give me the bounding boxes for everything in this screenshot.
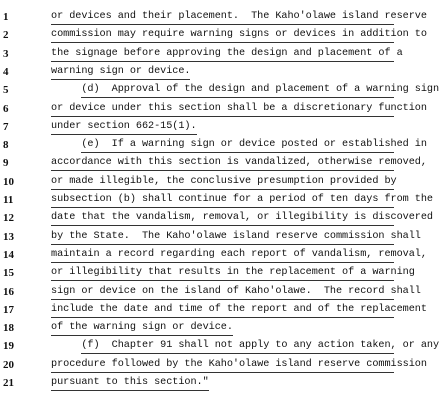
document-line xyxy=(0,248,427,266)
document-line xyxy=(0,65,400,83)
line-number: 18 xyxy=(3,322,14,335)
underline xyxy=(51,207,394,209)
line-number: 9 xyxy=(3,157,9,170)
line-text: by the State. The Kaho'olawe island reserve commission shall xyxy=(51,230,421,242)
underline xyxy=(51,335,233,337)
line-text: include the date and time of the report and of the replacement xyxy=(51,303,427,315)
underline xyxy=(51,317,394,319)
document-line xyxy=(0,376,400,394)
line-number: 16 xyxy=(3,285,14,298)
underline xyxy=(51,244,394,246)
line-text: (e) If a warning sign or device posted or established in xyxy=(51,139,427,151)
document-line xyxy=(0,175,400,193)
line-number: 10 xyxy=(3,175,14,188)
underline xyxy=(51,390,209,392)
document-line xyxy=(0,193,434,211)
line-text: or devices and their placement. The Kaho'olawe island reserve xyxy=(51,11,427,22)
underline xyxy=(51,134,197,136)
document-line xyxy=(0,303,427,321)
line-number: 14 xyxy=(3,248,14,261)
line-text: procedure followed by the Kaho'olawe island reserve commission xyxy=(51,358,427,370)
underline xyxy=(51,42,394,44)
underline xyxy=(51,189,394,191)
document-line xyxy=(0,28,427,46)
line-text: or illegibility that results in the replacement of a warning xyxy=(51,267,415,279)
line-number: 2 xyxy=(3,29,9,42)
document-line xyxy=(0,285,421,303)
line-text: commission may require warning signs or devices in addition to xyxy=(51,29,427,41)
document-line xyxy=(0,230,421,248)
document-line xyxy=(0,266,415,284)
document-line xyxy=(0,211,434,229)
line-text: or made illegible, the conclusive presumption provided by xyxy=(51,175,397,187)
document-line xyxy=(0,120,400,138)
underline xyxy=(51,225,394,227)
underline xyxy=(51,170,394,172)
underline xyxy=(51,61,394,63)
line-text: accordance with this section is vandalized, otherwise removed, xyxy=(51,157,427,169)
line-text: date that the vandalism, removal, or illegibility is discovered xyxy=(51,212,434,224)
document-line xyxy=(0,156,427,174)
line-number: 8 xyxy=(3,139,9,152)
underline xyxy=(81,97,394,99)
document-line xyxy=(0,10,427,28)
line-text: (d) Approval of the design and placement of a warning sign xyxy=(51,84,439,96)
line-text: or device under this section shall be a discretionary function xyxy=(51,102,427,114)
line-text: warning sign or device. xyxy=(51,65,191,77)
line-text: under section 662-15(1). xyxy=(51,120,197,132)
line-number: 6 xyxy=(3,102,9,115)
line-number: 1 xyxy=(3,11,9,23)
document-line xyxy=(0,138,427,156)
underline xyxy=(51,24,394,26)
line-text: pursuant to this section." xyxy=(51,377,209,388)
line-number: 5 xyxy=(3,84,9,97)
underline xyxy=(51,262,394,264)
line-text: maintain a record regarding each report of vandalism, removal, xyxy=(51,248,427,260)
document-line xyxy=(0,83,439,101)
document-line xyxy=(0,339,439,357)
document-line xyxy=(0,47,403,65)
line-number: 19 xyxy=(3,340,14,353)
line-text: the signage before approving the design and placement of a xyxy=(51,47,403,59)
underline xyxy=(81,353,394,355)
underline xyxy=(51,299,394,301)
line-text: (f) Chapter 91 shall not apply to any action taken, or any xyxy=(51,340,439,352)
line-number: 7 xyxy=(3,120,9,133)
line-text: subsection (b) shall continue for a period of ten days from the xyxy=(51,194,434,205)
line-number: 21 xyxy=(3,377,14,389)
document-line xyxy=(0,358,427,376)
line-number: 13 xyxy=(3,230,14,243)
line-number: 15 xyxy=(3,267,14,280)
line-number: 4 xyxy=(3,65,9,78)
line-number: 11 xyxy=(3,194,14,206)
line-number: 3 xyxy=(3,47,9,60)
underline xyxy=(51,372,394,374)
line-text: of the warning sign or device. xyxy=(51,322,233,334)
underline xyxy=(51,79,190,81)
line-number: 12 xyxy=(3,212,14,225)
underline xyxy=(81,152,394,154)
line-number: 20 xyxy=(3,358,14,371)
line-text: sign or device on the island of Kaho'olawe. The record shall xyxy=(51,285,421,297)
underline xyxy=(51,116,394,118)
underline xyxy=(51,280,394,282)
line-number: 17 xyxy=(3,303,14,316)
document-line xyxy=(0,321,400,339)
document-line xyxy=(0,102,427,120)
